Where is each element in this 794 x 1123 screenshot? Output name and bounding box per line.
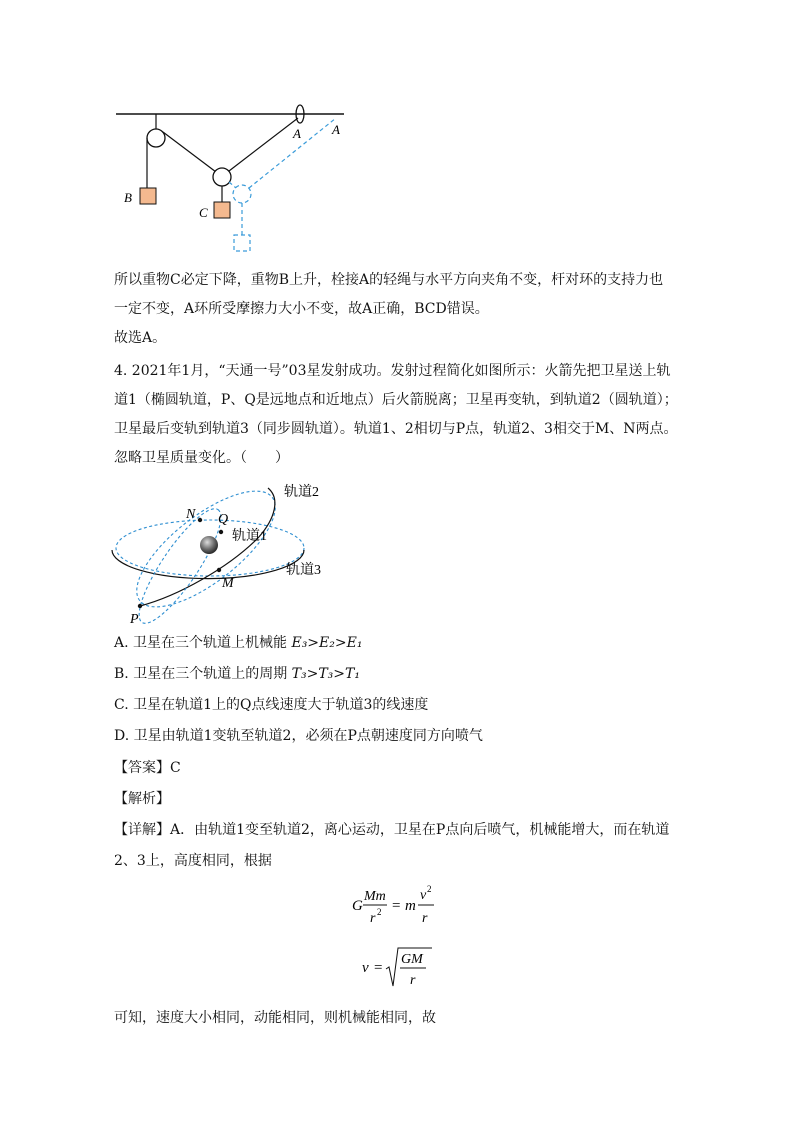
label-orbit3: 轨道3	[286, 563, 321, 578]
point-p	[138, 604, 142, 608]
label-n: N	[186, 507, 196, 522]
question-line: 忽略卫星质量变化。（ ）	[114, 450, 289, 466]
option-c: C. 卫星在轨道1上的Q点线速度大于轨道3的线速度	[114, 697, 429, 713]
f1-sq: 2	[377, 907, 382, 917]
point-n	[198, 518, 202, 522]
point-m	[217, 568, 221, 572]
label-p: P	[130, 612, 139, 624]
label-orbit1: 轨道1	[232, 529, 267, 544]
question-line: 道1（椭圆轨道，P、Q是远地点和近地点）后火箭脱离；卫星再变轨，到轨道2（圆轨道）；	[114, 392, 678, 408]
moving-pulley	[213, 168, 231, 186]
para-line: 一定不变，A环所受摩擦力大小不变，故A正确，BCD错误。	[114, 301, 489, 317]
shifted-configuration	[229, 118, 336, 251]
option-a: A. 卫星在三个轨道上机械能 E₃>E₂>E₁	[114, 635, 363, 651]
fixed-pulley	[147, 129, 165, 147]
detail-line: 【详解】A．由轨道1变至轨道2，离心运动，卫星在P点向后喷气，机械能增大，而在轨道	[114, 822, 670, 838]
f1-num: Mm	[364, 889, 386, 904]
weight-c	[214, 202, 230, 218]
point-q	[219, 530, 223, 534]
f2-r: r	[410, 973, 416, 988]
option-a-expr: E₃>E₂>E₁	[291, 635, 363, 651]
formula-velocity	[360, 942, 440, 992]
analysis-title: 【解析】	[114, 791, 170, 807]
f1-den: r	[370, 911, 376, 926]
orbit-diagram	[108, 478, 338, 624]
f1-g: G	[352, 898, 363, 914]
earth	[200, 536, 218, 554]
option-d: D. 卫星由轨道1变轨至轨道2，必须在P点朝速度同方向喷气	[114, 728, 483, 744]
answer: 【答案】C	[114, 760, 181, 776]
para-line: 所以重物C必定下降，重物B上升，栓接A的轻绳与水平方向夹角不变，杆对环的支持力也	[114, 272, 664, 288]
f1-r: r	[422, 911, 428, 926]
option-b: B. 卫星在三个轨道上的周期 T₃>T₃>T₁	[114, 666, 360, 682]
f2-eq: =	[374, 960, 383, 976]
label-c: C	[199, 205, 208, 220]
question-line: 卫星最后变轨到轨道3（同步圆轨道）。轨道1、2相切与P点，轨道2、3相交于M、N两点。	[114, 421, 678, 437]
label-a-shift: A	[332, 122, 340, 137]
para-line: 故选A。	[114, 330, 167, 346]
label-q: Q	[218, 512, 229, 527]
f1-m: m	[405, 898, 416, 914]
formula-gravity	[350, 880, 450, 930]
f1-vsq: 2	[427, 884, 432, 894]
detail-line: 2、3上，高度相同，根据	[114, 853, 272, 869]
f1-eq: =	[392, 898, 401, 914]
weight-b	[140, 188, 156, 204]
f1-v: v	[420, 888, 427, 903]
f2-v: v	[362, 960, 369, 976]
label-m: M	[222, 576, 234, 591]
label-orbit2: 轨道2	[284, 485, 319, 500]
option-b-expr: T₃>T₃>T₁	[291, 666, 360, 682]
question-line: 4. 2021年1月，“天通一号”03星发射成功。发射过程简化如图所示：火箭先把卫星送上轨	[114, 363, 671, 379]
detail-line: 可知，速度大小相同，动能相同，则机械能相同，故	[114, 1010, 436, 1026]
f2-gm: GM	[401, 952, 423, 967]
label-b: B	[124, 190, 132, 205]
pulley-diagram	[112, 100, 352, 260]
label-a-ring: A	[293, 126, 301, 141]
